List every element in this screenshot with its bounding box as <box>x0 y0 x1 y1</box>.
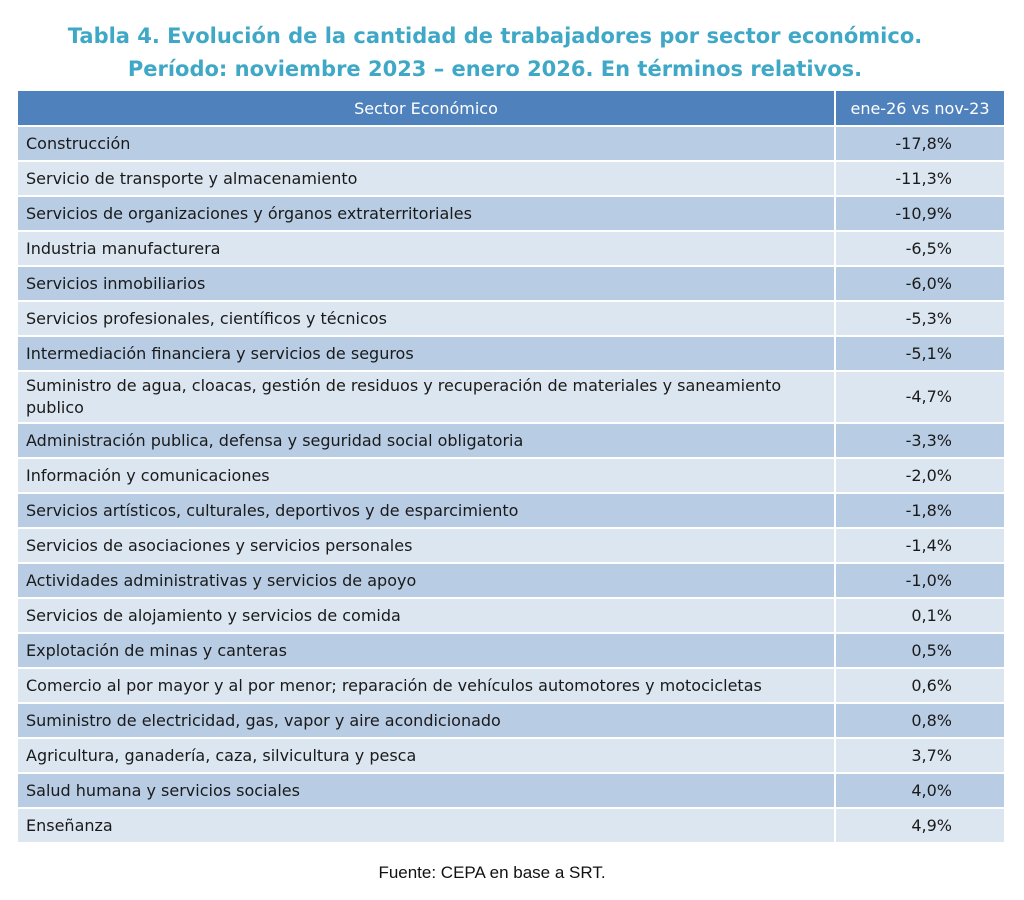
table-row <box>18 232 1004 267</box>
value-cell: -1,4% <box>836 529 1004 564</box>
value-cell: 0,5% <box>836 634 1004 669</box>
source-note: Fuente: CEPA en base a SRT. <box>378 863 606 882</box>
table-row <box>18 669 1004 704</box>
value-cell: -6,5% <box>836 232 1004 267</box>
table-row <box>18 267 1004 302</box>
table-row <box>18 127 1004 162</box>
table-row <box>18 162 1004 197</box>
sector-cell: Administración publica, defensa y seguridad social obligatoria <box>18 424 836 459</box>
table-row <box>18 739 1004 774</box>
table-row <box>18 599 1004 634</box>
table-row <box>18 302 1004 337</box>
table-row <box>18 197 1004 232</box>
sector-cell: Información y comunicaciones <box>18 459 836 494</box>
table-row <box>18 809 1004 844</box>
sector-cell: Intermediación financiera y servicios de seguros <box>18 337 836 372</box>
header-change: ene-26 vs nov-23 <box>836 91 1004 127</box>
value-cell: -3,3% <box>836 424 1004 459</box>
value-cell: -5,1% <box>836 337 1004 372</box>
sector-cell: Construcción <box>18 127 836 162</box>
sector-cell: Agricultura, ganadería, caza, silvicultura y pesca <box>18 739 836 774</box>
table-row <box>18 774 1004 809</box>
title-line-1: Tabla 4. Evolución de la cantidad de trabajadores por sector económico. <box>67 24 923 48</box>
sector-cell: Servicios de organizaciones y órganos extraterritoriales <box>18 197 836 232</box>
sector-cell: Servicios de alojamiento y servicios de comida <box>18 599 836 634</box>
value-cell: -1,0% <box>836 564 1004 599</box>
sector-cell: Suministro de electricidad, gas, vapor y aire acondicionado <box>18 704 836 739</box>
sector-cell: Actividades administrativas y servicios de apoyo <box>18 564 836 599</box>
value-cell: -10,9% <box>836 197 1004 232</box>
table-row <box>18 634 1004 669</box>
table-body <box>18 127 1004 844</box>
table-row <box>18 424 1004 459</box>
value-cell: -1,8% <box>836 494 1004 529</box>
value-cell: 3,7% <box>836 739 1004 774</box>
value-cell: 0,8% <box>836 704 1004 739</box>
sector-cell: Industria manufacturera <box>18 232 836 267</box>
table-row <box>18 529 1004 564</box>
sector-cell: Suministro de agua, cloacas, gestión de residuos y recuperación de materiales y saneamiento publico <box>18 372 836 424</box>
value-cell: 4,0% <box>836 774 1004 809</box>
value-cell: -4,7% <box>836 372 1004 424</box>
value-cell: -11,3% <box>836 162 1004 197</box>
sector-cell: Servicios de asociaciones y servicios personales <box>18 529 836 564</box>
sector-cell: Enseñanza <box>18 809 836 844</box>
value-cell: -5,3% <box>836 302 1004 337</box>
title-line-2: Período: noviembre 2023 – enero 2026. En términos relativos. <box>127 57 863 81</box>
value-cell: 4,9% <box>836 809 1004 844</box>
table-header-row <box>18 91 1004 127</box>
sector-cell: Explotación de minas y canteras <box>18 634 836 669</box>
value-cell: 0,6% <box>836 669 1004 704</box>
table-row <box>18 704 1004 739</box>
header-sector: Sector Económico <box>18 91 836 127</box>
sector-cell: Salud humana y servicios sociales <box>18 774 836 809</box>
table-title <box>0 0 1024 86</box>
sector-cell: Servicios artísticos, culturales, deportivos y de esparcimiento <box>18 494 836 529</box>
table-row <box>18 459 1004 494</box>
sector-cell: Servicios profesionales, científicos y técnicos <box>18 302 836 337</box>
value-cell: -6,0% <box>836 267 1004 302</box>
value-cell: -17,8% <box>836 127 1004 162</box>
sector-table <box>18 91 1004 844</box>
table-row <box>18 337 1004 372</box>
table-row <box>18 494 1004 529</box>
table-row <box>18 564 1004 599</box>
value-cell: 0,1% <box>836 599 1004 634</box>
sector-cell: Comercio al por mayor y al por menor; reparación de vehículos automotores y motocicletas <box>18 669 836 704</box>
value-cell: -2,0% <box>836 459 1004 494</box>
table-row <box>18 372 1004 424</box>
sector-cell: Servicio de transporte y almacenamiento <box>18 162 836 197</box>
sector-cell: Servicios inmobiliarios <box>18 267 836 302</box>
